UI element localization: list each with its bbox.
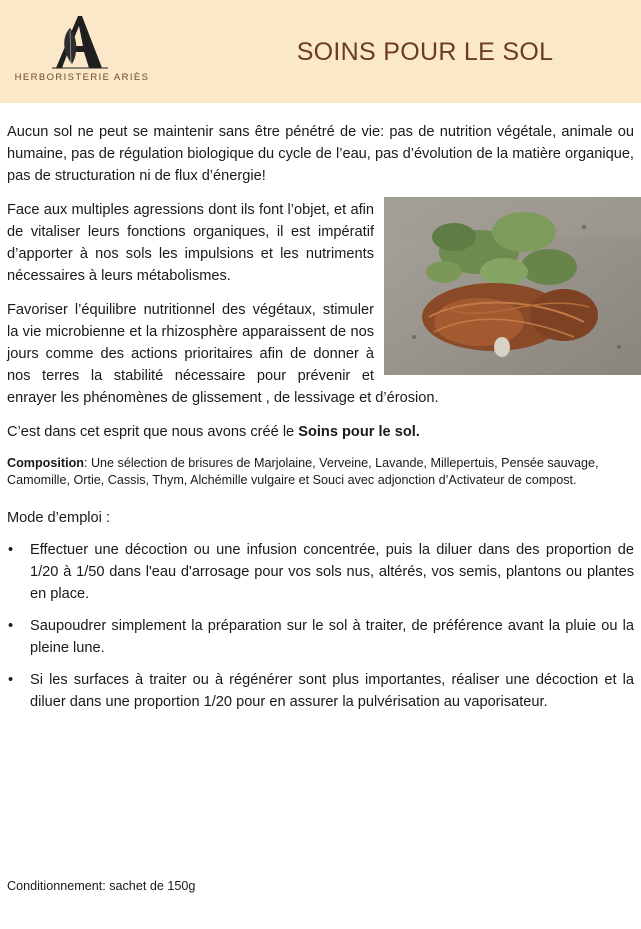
bullet: •	[8, 542, 14, 558]
usage-item	[7, 615, 634, 659]
packaging-info: Conditionnement: sachet de 150g	[7, 879, 196, 893]
usage-item-text: Saupoudrer simplement la préparation sur le sol à traiter, de préférence avant la pluie ou la pleine lune.	[30, 618, 634, 656]
spirit-text: C’est dans cet esprit que nous avons créé le	[7, 424, 299, 440]
usage-list	[7, 539, 634, 713]
bullet: •	[8, 672, 14, 688]
document-body	[7, 121, 634, 723]
page-header	[0, 0, 641, 103]
intro-paragraph-2: Face aux multiples agressions dont ils font l’objet, et afin de vitaliser leurs fonctions organiques, il est impératif d’apporter à nos sols les impulsions et les nutriments nécessaires à leurs métabolismes.	[7, 202, 374, 284]
plant-roots-photo	[384, 197, 641, 375]
usage-title: Mode d’emploi :	[7, 510, 111, 526]
brand-logo	[12, 14, 152, 94]
aries-a-logo-icon	[12, 14, 152, 72]
usage-item-text: Si les surfaces à traiter ou à régénérer sont plus importantes, réaliser une décoction et la diluer dans une proportion 1/20 pour en assurer la pulvérisation au vaporisateur.	[30, 672, 634, 710]
composition-label: Composition	[7, 456, 84, 470]
page-title: SOINS POUR LE SOL	[296, 38, 554, 66]
usage-item	[7, 539, 634, 605]
usage-item	[7, 669, 634, 713]
intro-paragraph-1: Aucun sol ne peut se maintenir sans être pénétré de vie: pas de nutrition végétale, animale ou humaine, pas de régulation biologique du cycle de l’eau, pas d’évolution de la matière organique, pas de structuration ni de flux d’énergie!	[7, 124, 634, 184]
intro-paragraph-3: Favoriser l’équilibre nutritionnel des végétaux, stimuler la vie microbienne et la rhizosphère apparaissent de nos jours comme des actions prioritaires afin de donner à nos terres la stabilité nécessaire pour prévenir et enrayer les phénomènes de glissement , de lessivage et d’érosion.	[7, 302, 439, 406]
product-name: Soins pour le sol.	[298, 424, 420, 440]
bullet: •	[8, 618, 14, 634]
composition-section	[7, 455, 634, 489]
brand-name: HERBORISTERIE ARIÈS	[14, 72, 150, 83]
composition-text: : Une sélection de brisures de Marjolaine, Verveine, Lavande, Millepertuis, Pensée sauvage, Camomille, Ortie, Cassis, Thym, Alchémille vulgaire et Souci avec adjonction d’Activateur de compost.	[7, 456, 599, 487]
spirit-paragraph	[7, 421, 634, 443]
usage-item-text: Effectuer une décoction ou une infusion concentrée, puis la diluer dans des proportion de 1/20 à 1/50 dans l'eau d'arrosage pour vos sols nus, altérés, vos semis, plantons ou plantes en place.	[30, 542, 634, 602]
